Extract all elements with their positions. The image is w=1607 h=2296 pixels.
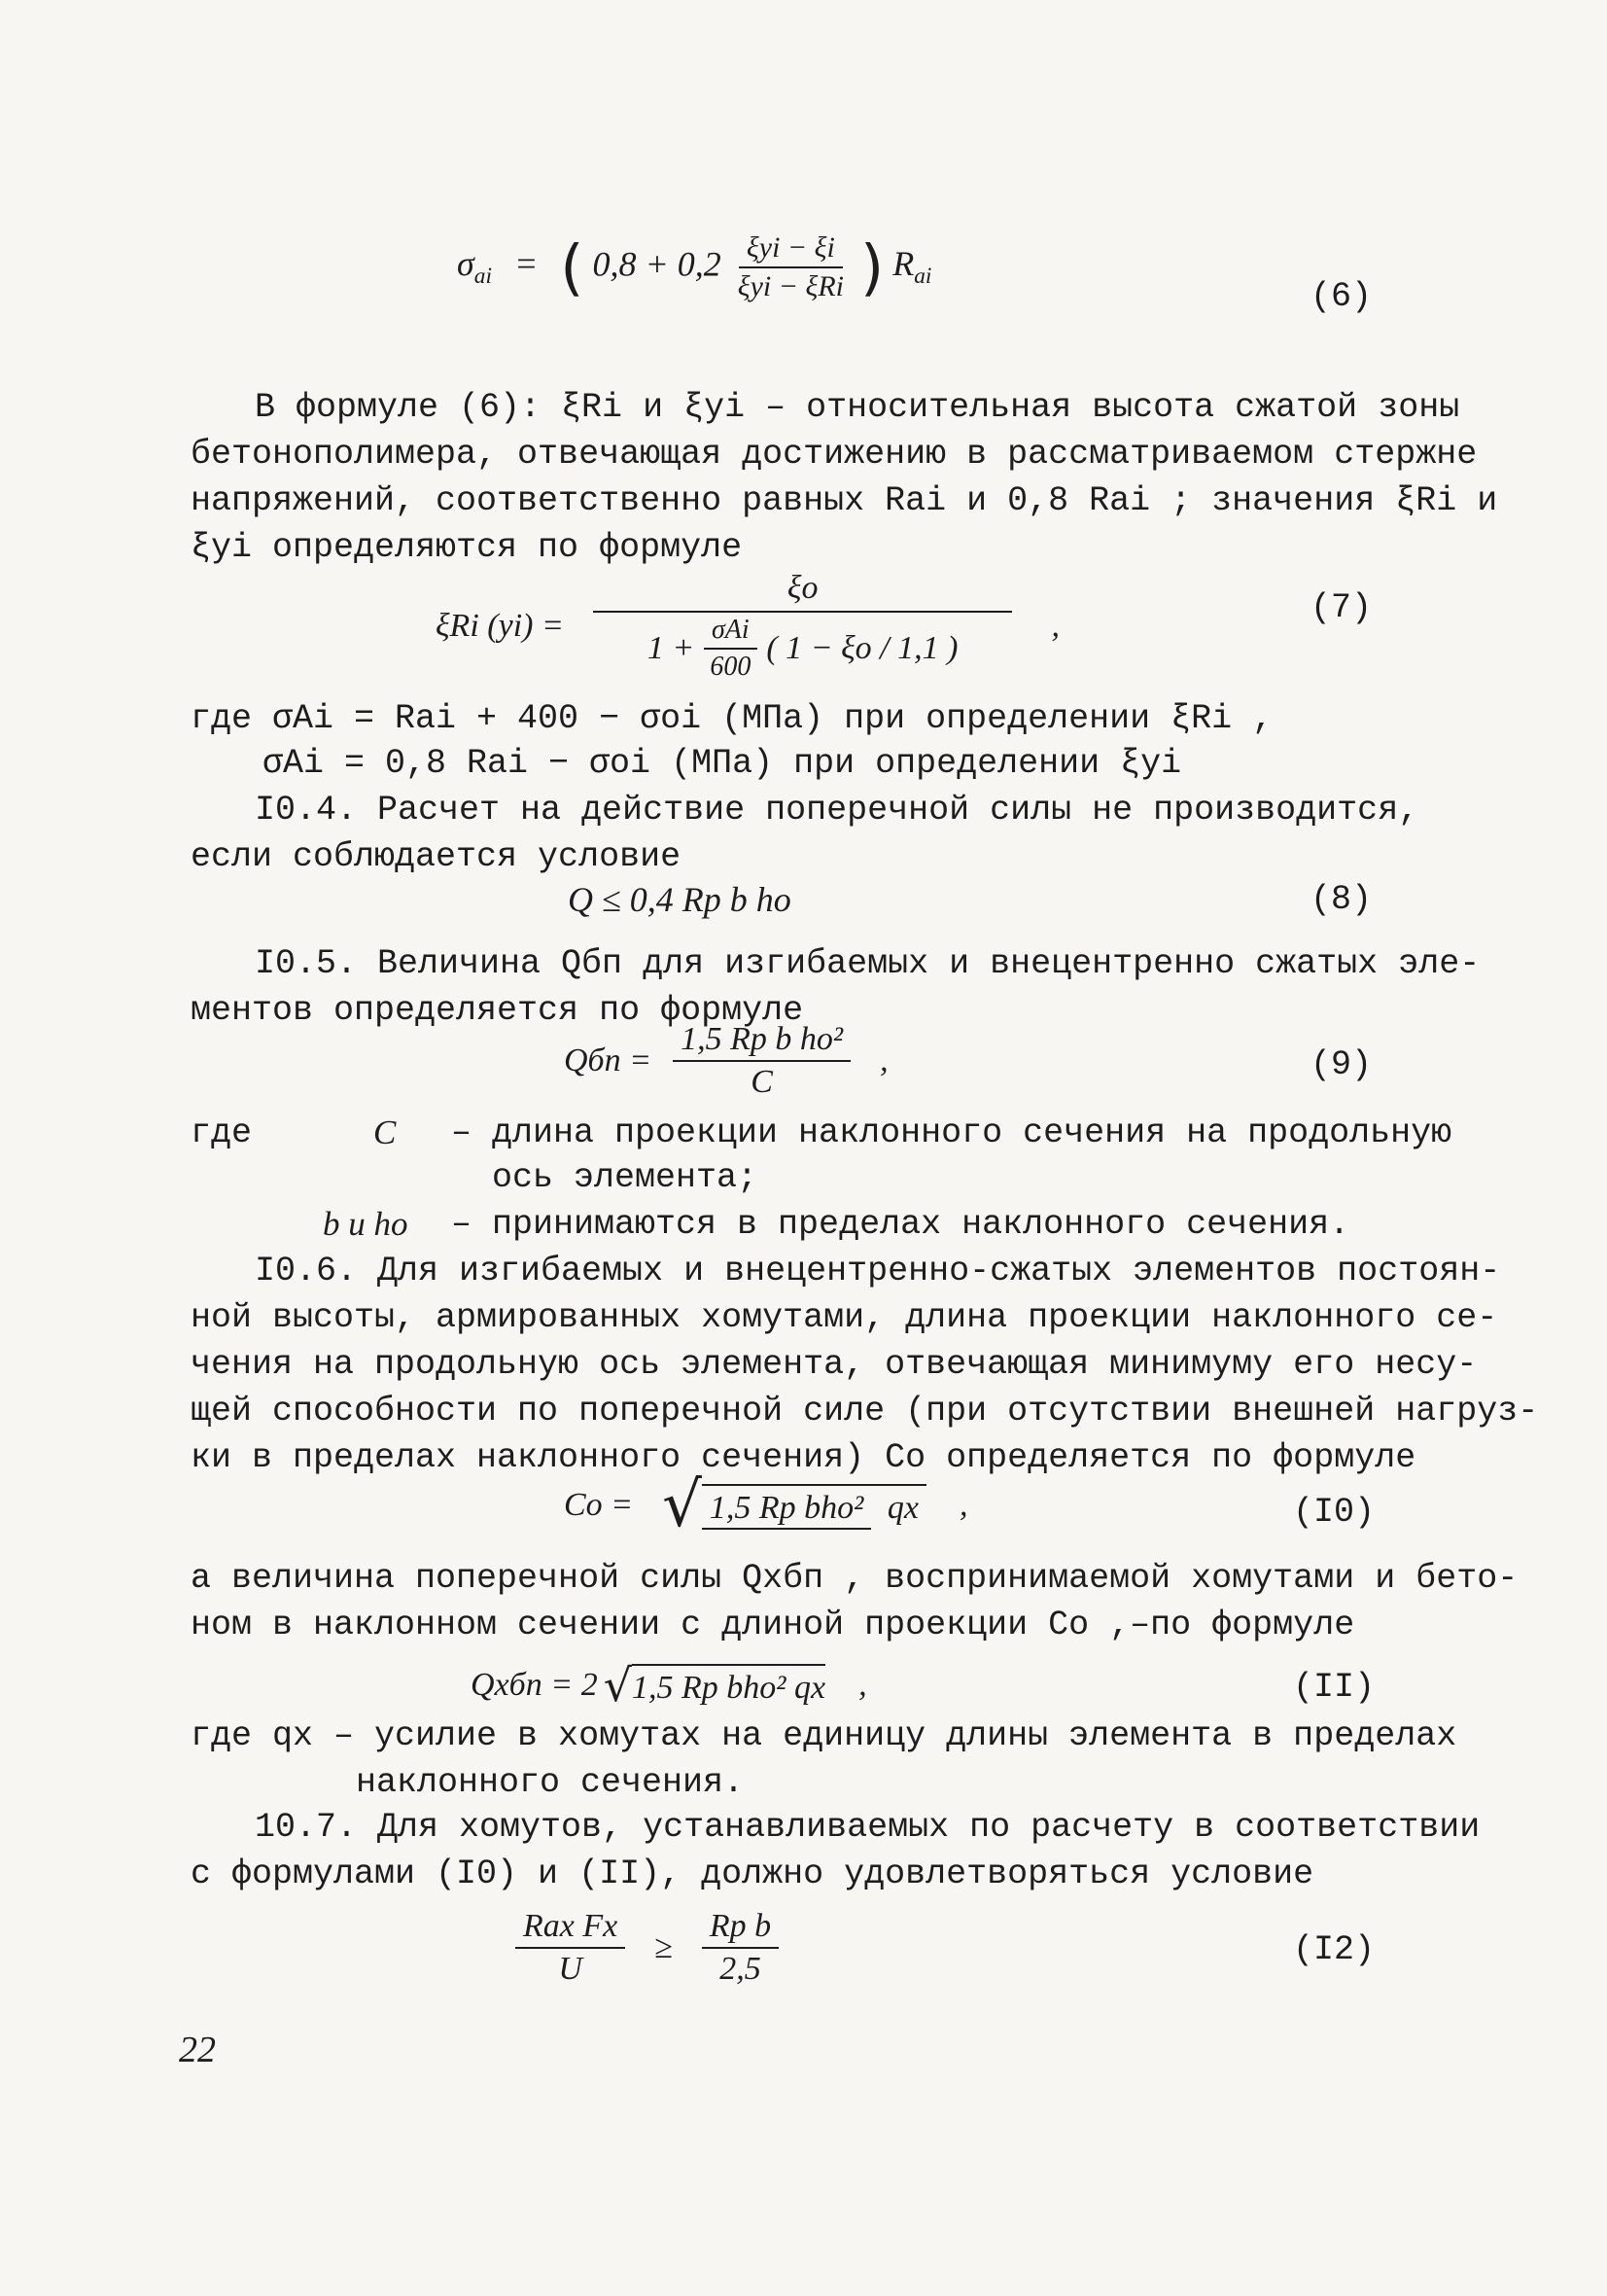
eq10-numerator: 1,5 Rp bho² xyxy=(702,1490,871,1530)
eq7-lhs: ξRi (yi) = xyxy=(436,608,564,644)
eq6-close-paren: ) xyxy=(860,231,885,303)
para-10-7-line2: с формулами (I0) и (II), должно удовлетворяться условие xyxy=(191,1854,1314,1893)
where-7-line2: σAi = 0,8 Rai − σoi (МПа) при определении ξyi xyxy=(262,744,1182,783)
eq11-radical-sign: √ xyxy=(603,1659,632,1712)
equation-6 xyxy=(457,231,931,303)
eq10-radical-sign: √ xyxy=(662,1469,702,1541)
equation-7-number: (7) xyxy=(1310,588,1373,627)
eq6-fraction xyxy=(730,231,852,303)
eq9-numerator: 1,5 Rp b ho² xyxy=(673,1021,851,1062)
eq12-fraction-right xyxy=(702,1908,779,1988)
eq7-den-fraction xyxy=(702,615,758,683)
para-eq6-line2: бетонополимера, отвечающая достижению в рассматриваемом стержне xyxy=(191,435,1478,474)
eq9-lhs: Qбп = xyxy=(564,1042,652,1078)
para-eq6-line3: напряжений, соответственно равных Rai и 0,8 Rai ; значения ξRi и xyxy=(191,481,1498,520)
eq10-denominator: qx xyxy=(887,1490,919,1526)
para-eq6-line1: В формуле (6): ξRi и ξyi – относительная высота сжатой зоны xyxy=(255,388,1460,427)
equation-9-number: (9) xyxy=(1310,1045,1373,1084)
page-number: 22 xyxy=(179,2030,216,2070)
para-10-7-line1: 10.7. Для хомутов, устанавливаемых по расчету в соответствии xyxy=(255,1808,1481,1847)
eq7-denominator xyxy=(640,613,966,683)
eq11-radicand: 1,5 Rp bho² qx xyxy=(632,1664,825,1707)
where-9-c-text2: ось элемента; xyxy=(492,1158,758,1197)
where-9-b-symbol: b и ho xyxy=(323,1205,408,1243)
where-9-c-text1: – длина проекции наклонного сечения на продольную xyxy=(451,1113,1452,1152)
eq10-lhs: Co = xyxy=(564,1487,634,1523)
para-10-6b-line1: а величина поперечной силы Qxбп , воспринимаемой хомутами и бето- xyxy=(191,1559,1519,1598)
para-10-4-line2: если соблюдается условие xyxy=(191,837,681,876)
eq6-equals: = xyxy=(513,244,539,284)
eq6-const: 0,8 + 0,2 xyxy=(592,244,721,284)
para-10-6-line5: ки в пределах наклонного сечения) Co определяется по формуле xyxy=(191,1438,1416,1477)
para-10-6b-line2: ном в наклонном сечении с длиной проекции Co ,–по формуле xyxy=(191,1606,1355,1644)
eq12-left-denominator: U xyxy=(558,1951,582,1987)
eq10-fraction xyxy=(702,1484,926,1527)
eq7-fraction xyxy=(593,570,1013,683)
para-10-6-line3: чения на продольную ось элемента, отвечающая минимуму его несу- xyxy=(191,1345,1478,1384)
para-eq6-line4: ξyi определяются по формуле xyxy=(191,528,743,567)
eq9-tail: , xyxy=(880,1042,889,1078)
equation-9 xyxy=(564,1021,889,1101)
eq6-lhs: $\sigma_{ai}$ xyxy=(457,244,492,290)
para-10-4-line1: I0.4. Расчет на действие поперечной силы не производится, xyxy=(255,791,1419,830)
equation-12 xyxy=(515,1908,779,1988)
equation-8-number: (8) xyxy=(1310,880,1373,919)
where-9-c-symbol: C xyxy=(373,1113,397,1151)
eq7-den-frac-den: 600 xyxy=(710,652,751,682)
equation-11 xyxy=(471,1659,867,1712)
equation-10-number: (I0) xyxy=(1293,1493,1376,1532)
eq6-rhs: $R_{ai}$ xyxy=(892,244,932,290)
equation-10 xyxy=(564,1469,968,1541)
para-10-5-line2: ментов определяется по формуле xyxy=(191,991,804,1030)
where-11-line1: где qx – усилие в хомутах на единицу длины элемента в пределах xyxy=(191,1716,1457,1755)
para-10-5-line1: I0.5. Величина Qбп для изгибаемых и внецентренно сжатых эле- xyxy=(255,944,1481,983)
eq7-den-frac-num: σAi xyxy=(704,615,757,650)
eq12-fraction-left xyxy=(515,1908,625,1988)
equation-6-number: (6) xyxy=(1310,277,1373,316)
equation-12-number: (I2) xyxy=(1293,1930,1376,1969)
eq9-denominator: C xyxy=(751,1064,773,1100)
eq6-open-paren: ( xyxy=(560,231,584,303)
equation-11-number: (II) xyxy=(1293,1668,1376,1707)
eq12-right-numerator: Rp b xyxy=(702,1908,779,1949)
eq7-den-post: ( 1 − ξo / 1,1 ) xyxy=(766,630,959,666)
where-7-line1: где σAi = Rai + 400 − σoi (МПа) при определении ξRi , xyxy=(191,699,1274,738)
eq12-right-denominator: 2,5 xyxy=(719,1951,761,1987)
eq12-left-numerator: Rax Fx xyxy=(515,1908,625,1949)
where-11-line2: наклонного сечения. xyxy=(356,1763,745,1802)
para-10-6-line1: I0.6. Для изгибаемых и внецентренно-сжатых элементов постоян- xyxy=(255,1252,1501,1290)
para-10-6-line2: ной высоты, армированных хомутами, длина проекции наклонного се- xyxy=(191,1298,1498,1337)
equation-8: Q ≤ 0,4 Rp b ho xyxy=(568,880,791,919)
eq7-tail: , xyxy=(1051,608,1060,644)
where-9-label: где xyxy=(191,1113,253,1152)
eq7-den-pre: 1 + xyxy=(646,630,695,666)
eq12-operator: ≥ xyxy=(654,1929,673,1965)
equation-7 xyxy=(436,570,1060,683)
eq11-tail: , xyxy=(858,1667,867,1703)
eq7-numerator: ξo xyxy=(593,570,1013,613)
eq6-numerator: ξyi − ξi xyxy=(739,231,843,268)
eq11-lhs: Qxбп = 2 xyxy=(471,1667,598,1703)
eq9-fraction xyxy=(673,1021,851,1101)
para-10-6-line4: щей способности по поперечной силе (при отсутствии внешней нагруз- xyxy=(191,1392,1539,1431)
eq6-denominator: ξyi − ξRi xyxy=(737,270,845,302)
where-9-b-text: – принимаются в пределах наклонного сечения. xyxy=(451,1205,1350,1244)
eq10-tail: , xyxy=(959,1487,968,1523)
